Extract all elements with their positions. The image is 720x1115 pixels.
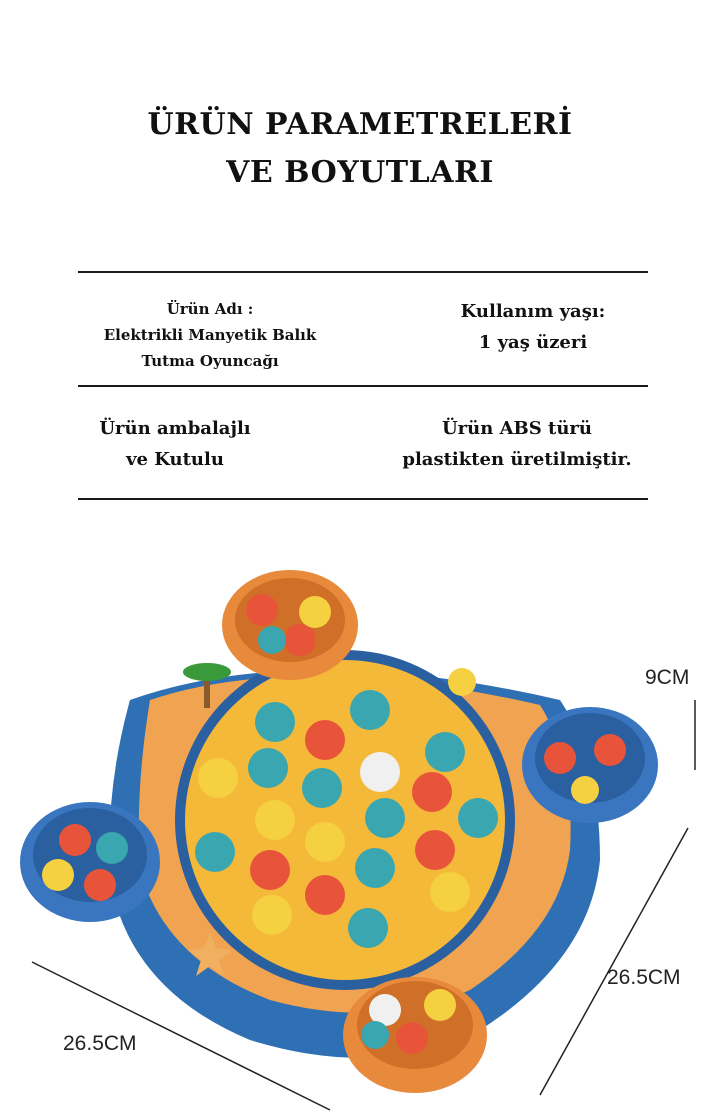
bucket-top bbox=[222, 570, 358, 680]
sun-decoration bbox=[448, 668, 476, 696]
material-line2: plastikten üretilmiştir. bbox=[402, 449, 632, 470]
age-value: 1 yaş üzeri bbox=[478, 332, 588, 353]
product-name-label: Ürün Adı : bbox=[166, 300, 254, 318]
product-name-line1: Elektrikli Manyetik Balık bbox=[103, 326, 317, 344]
height-dimension-label: 9CM bbox=[645, 666, 690, 689]
age-label: Kullanım yaşı: bbox=[460, 301, 606, 322]
page-title-line1: ÜRÜN PARAMETRELERİ bbox=[147, 107, 573, 142]
bucket-left bbox=[20, 802, 160, 922]
package-line1: Ürün ambalajlı bbox=[99, 418, 251, 439]
width-dimension-label: 26.5CM bbox=[607, 966, 681, 989]
bucket-right bbox=[522, 707, 658, 823]
depth-dimension-label: 26.5CM bbox=[63, 1032, 137, 1055]
material-line1: Ürün ABS türü bbox=[441, 418, 593, 439]
page-title-line2: VE BOYUTLARI bbox=[226, 155, 494, 190]
product-name-line2: Tutma Oyuncağı bbox=[141, 352, 279, 370]
bucket-bottom bbox=[343, 977, 487, 1093]
package-line2: ve Kutulu bbox=[126, 449, 224, 470]
